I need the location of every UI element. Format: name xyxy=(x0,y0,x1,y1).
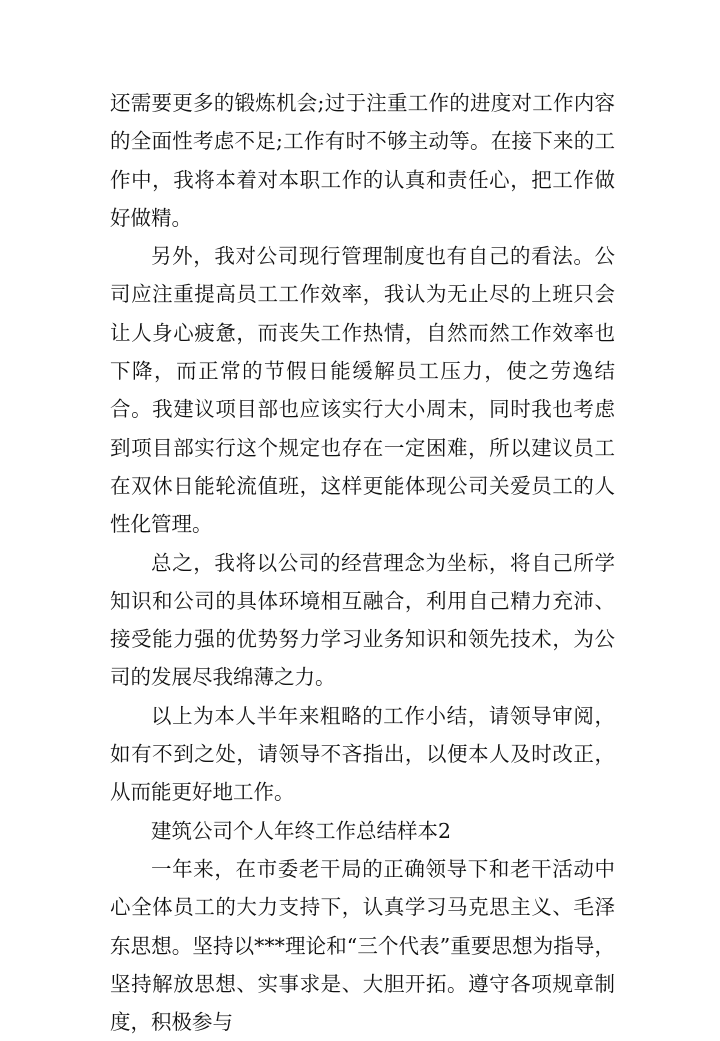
section-heading: 建筑公司个人年终工作总结样本2 xyxy=(151,818,452,843)
paragraph-closing: 以上为本人半年来粗略的工作小结，请领导审阅，如有不到之处，请领导不吝指出，以便本人及时改正，从而能更好地工作。 xyxy=(110,703,615,805)
paragraph-section-body: 一年来，在市委老干局的正确领导下和老干活动中心全体员工的大力支持下，认真学习马克思主义、毛泽东思想。坚持以***理论和“三个代表”重要思想为指导，坚持解放思想、实事求是、大胆开拓。遵守各项规章制度，积极参与 xyxy=(110,856,615,1035)
paragraph-management-opinion: 另外，我对公司现行管理制度也有自己的看法。公司应注重提高员工工作效率，我认为无止尽的上班只会让人身心疲惫，而丧失工作热情，自然而然工作效率也下降，而正常的节假日能缓解员工压力，使之劳逸结合。我建议项目部也应该实行大小周末，同时我也考虑到项目部实行这个规定也存在一定困难，所以建议员工在双休日能轮流值班，这样更能体现公司关爱员工的人性化管理。 xyxy=(110,244,615,537)
paragraph-self-assessment: 还需要更多的锻炼机会;过于注重工作的进度对工作内容的全面性考虑不足;工作有时不够主动等。在接下来的工作中，我将本着对本职工作的认真和责任心，把工作做好做精。 xyxy=(110,91,615,230)
document-body xyxy=(110,84,615,1041)
paragraph-commitment: 总之，我将以公司的经营理念为坐标，将自己所学知识和公司的具体环境相互融合，利用自己精力充沛、接受能力强的优势努力学习业务知识和领先技术，为公司的发展尽我绵薄之力。 xyxy=(110,550,615,690)
